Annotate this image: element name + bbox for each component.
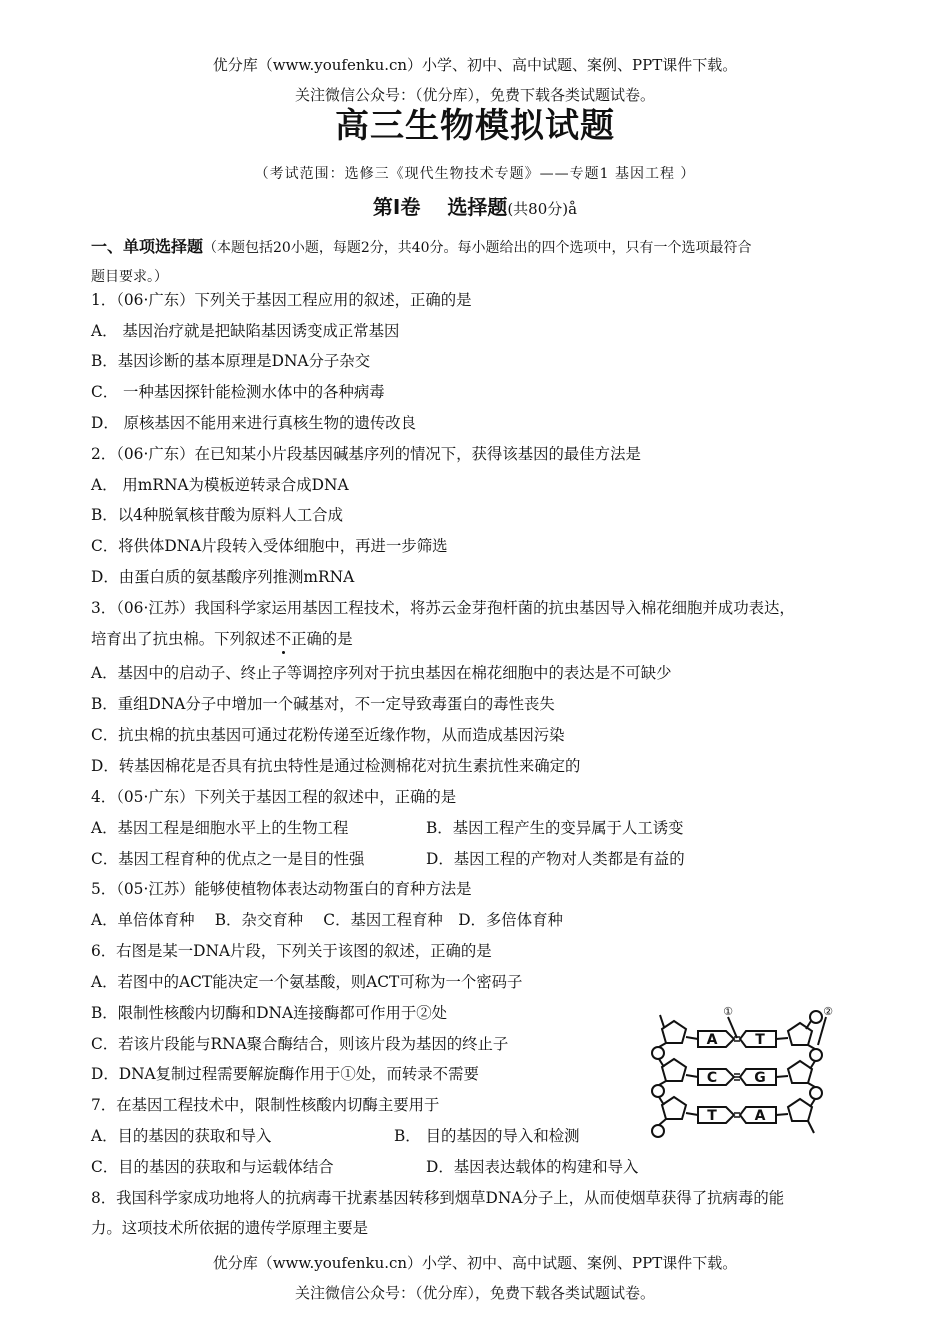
footer-line-2: 关注微信公众号：（优分库），免费下载各类试题试卷。 [294,1284,655,1302]
footer-line-1: 优分库（www.youfenku.cn）小学、初中、高中试题、案例、PPT课件下载。 [212,1254,738,1272]
q3-stem-part-1: 培育出了抗虫棉。下列叙述 [91,630,276,648]
section-desc-2: 题目要求。） [91,269,168,285]
exam-range: （考试范围：选修三《现代生物技术专题》——专题1 基因工程 ） [254,166,696,182]
q7-option-b: B． 目的基因的导入和检测 [394,1127,580,1145]
q1-option-b: B．基因诊断的基本原理是DNA分子杂交 [91,352,371,370]
q2-option-c: C．将供体DNA片段转入受体细胞中，再进一步筛选 [91,537,448,555]
exam-title: 高三生物模拟试题 [335,106,615,146]
left-sugar-2 [662,1059,686,1081]
base-label-left-1: A [706,1032,718,1048]
q5-options: A．单倍体育种 B．杂交育种 C．基因工程育种 D．多倍体育种 [91,911,563,929]
base-label-right-2: G [754,1070,766,1086]
left-phosphate-2 [652,1085,664,1097]
base-label-right-3: A [754,1108,766,1124]
q7-option-a: A．目的基因的获取和导入 [91,1127,272,1145]
q3-option-b: B．重组DNA分子中增加一个碱基对，不一定导致毒蛋白的毒性丧失 [91,695,555,713]
q3-stem-line-1: 3．（06·江苏）我国科学家运用基因工程技术，将苏云金芽孢杆菌的抗虫基因导入棉花细胞并成功表达， [91,599,795,617]
header-line-2: 关注微信公众号：（优分库），免费下载各类试题试卷。 [294,86,655,104]
base-label-left-3: T [707,1108,717,1124]
q6-option-c: C．若该片段能与RNA聚合酶结合，则该片段为基因的终止子 [91,1035,509,1053]
section-title: 一、单项选择题 [91,237,204,256]
q3-emphasis-not: 不 [275,630,292,648]
section-heading [91,232,871,292]
q1-stem: 1．（06·广东）下列关于基因工程应用的叙述，正确的是 [91,291,472,309]
q5-stem: 5．（05·江苏）能够使植物体表达动物蛋白的育种方法是 [91,880,472,898]
q7-stem: 7．在基因工程技术中，限制性核酸内切酶主要用于 [91,1096,440,1114]
q1-option-c: C． 一种基因探针能检测水体中的各种病毒 [91,383,385,401]
marker-1: ① [723,1005,733,1018]
dna-fragment-figure [640,1005,840,1155]
right-sugar-3 [788,1099,812,1121]
header-line-1: 优分库（www.youfenku.cn）小学、初中、高中试题、案例、PPT课件下载。 [212,56,738,74]
q2-option-a: A． 用mRNA为模板逆转录合成DNA [91,476,349,494]
q2-option-b: B．以4种脱氧核苷酸为原料人工合成 [91,506,343,524]
right-sugar-2 [788,1061,812,1083]
base-label-right-1: T [755,1032,765,1048]
q3-stem-line-2 [91,629,353,649]
q4-option-d: D．基因工程的产物对人类都是有益的 [426,850,685,868]
left-sugar-1 [662,1021,686,1043]
q4-option-b: B．基因工程产生的变异属于人工诱变 [426,819,684,837]
q6-stem: 6．右图是某一DNA片段，下列关于该图的叙述，正确的是 [91,942,492,960]
q4-option-c: C．基因工程育种的优点之一是目的性强 [91,850,365,868]
q2-option-d: D．由蛋白质的氨基酸序列推测mRNA [91,568,355,586]
q6-option-b: B．限制性核酸内切酶和DNA连接酶都可作用于②处 [91,1004,448,1022]
q8-stem-line-2: 力。这项技术所依据的遗传学原理主要是 [91,1219,369,1237]
q4-stem: 4．（05·广东）下列关于基因工程的叙述中，正确的是 [91,788,457,806]
section-desc-1: （本题包括20小题，每题2分，共40分。每小题给出的四个选项中，只有一个选项最符合 [203,240,752,256]
volume-score: (共80分)å [507,200,578,218]
q3-option-d: D．转基因棉花是否具有抗虫特性是通过检测棉花对抗生素抗性来确定的 [91,757,581,775]
q4-option-a: A．基因工程是细胞水平上的生物工程 [91,819,349,837]
marker-2: ② [823,1005,833,1018]
volume-title: 第Ⅰ卷 选择题 [372,195,508,219]
right-phosphate-1 [810,1011,822,1023]
q3-stem-part-2: 正确的是 [291,630,353,648]
volume-heading [0,194,950,222]
q3-option-a: A．基因中的启动子、终止子等调控序列对于抗虫基因在棉花细胞中的表达是不可缺少 [91,664,672,682]
q3-option-c: C．抗虫棉的抗虫基因可通过花粉传递至近缘作物，从而造成基因污染 [91,726,565,744]
right-phosphate-3 [810,1087,822,1099]
q1-option-d: D． 原核基因不能用来进行真核生物的遗传改良 [91,414,417,432]
q7-option-d: D．基因表达载体的构建和导入 [426,1158,639,1176]
q1-option-a: A． 基因治疗就是把缺陷基因诱变成正常基因 [91,322,400,340]
q2-stem: 2．（06·广东）在已知某小片段基因碱基序列的情况下，获得该基因的最佳方法是 [91,445,641,463]
left-sugar-3 [662,1097,686,1119]
sugar-base-links [686,1037,788,1115]
q8-stem-line-1: 8．我国科学家成功地将人的抗病毒干扰素基因转移到烟草DNA分子上，从而使烟草获得了抗病毒的能 [91,1189,785,1207]
left-phosphate-1 [652,1047,664,1059]
q6-option-a: A．若图中的ACT能决定一个氨基酸，则ACT可称为一个密码子 [91,973,523,991]
left-phosphate-3 [652,1125,664,1137]
q6-option-d: D．DNA复制过程需要解旋酶作用于①处，而转录不需要 [91,1065,479,1083]
base-label-left-2: C [706,1070,718,1086]
right-phosphate-2 [810,1049,822,1061]
q7-option-c: C．目的基因的获取和与运载体结合 [91,1158,334,1176]
